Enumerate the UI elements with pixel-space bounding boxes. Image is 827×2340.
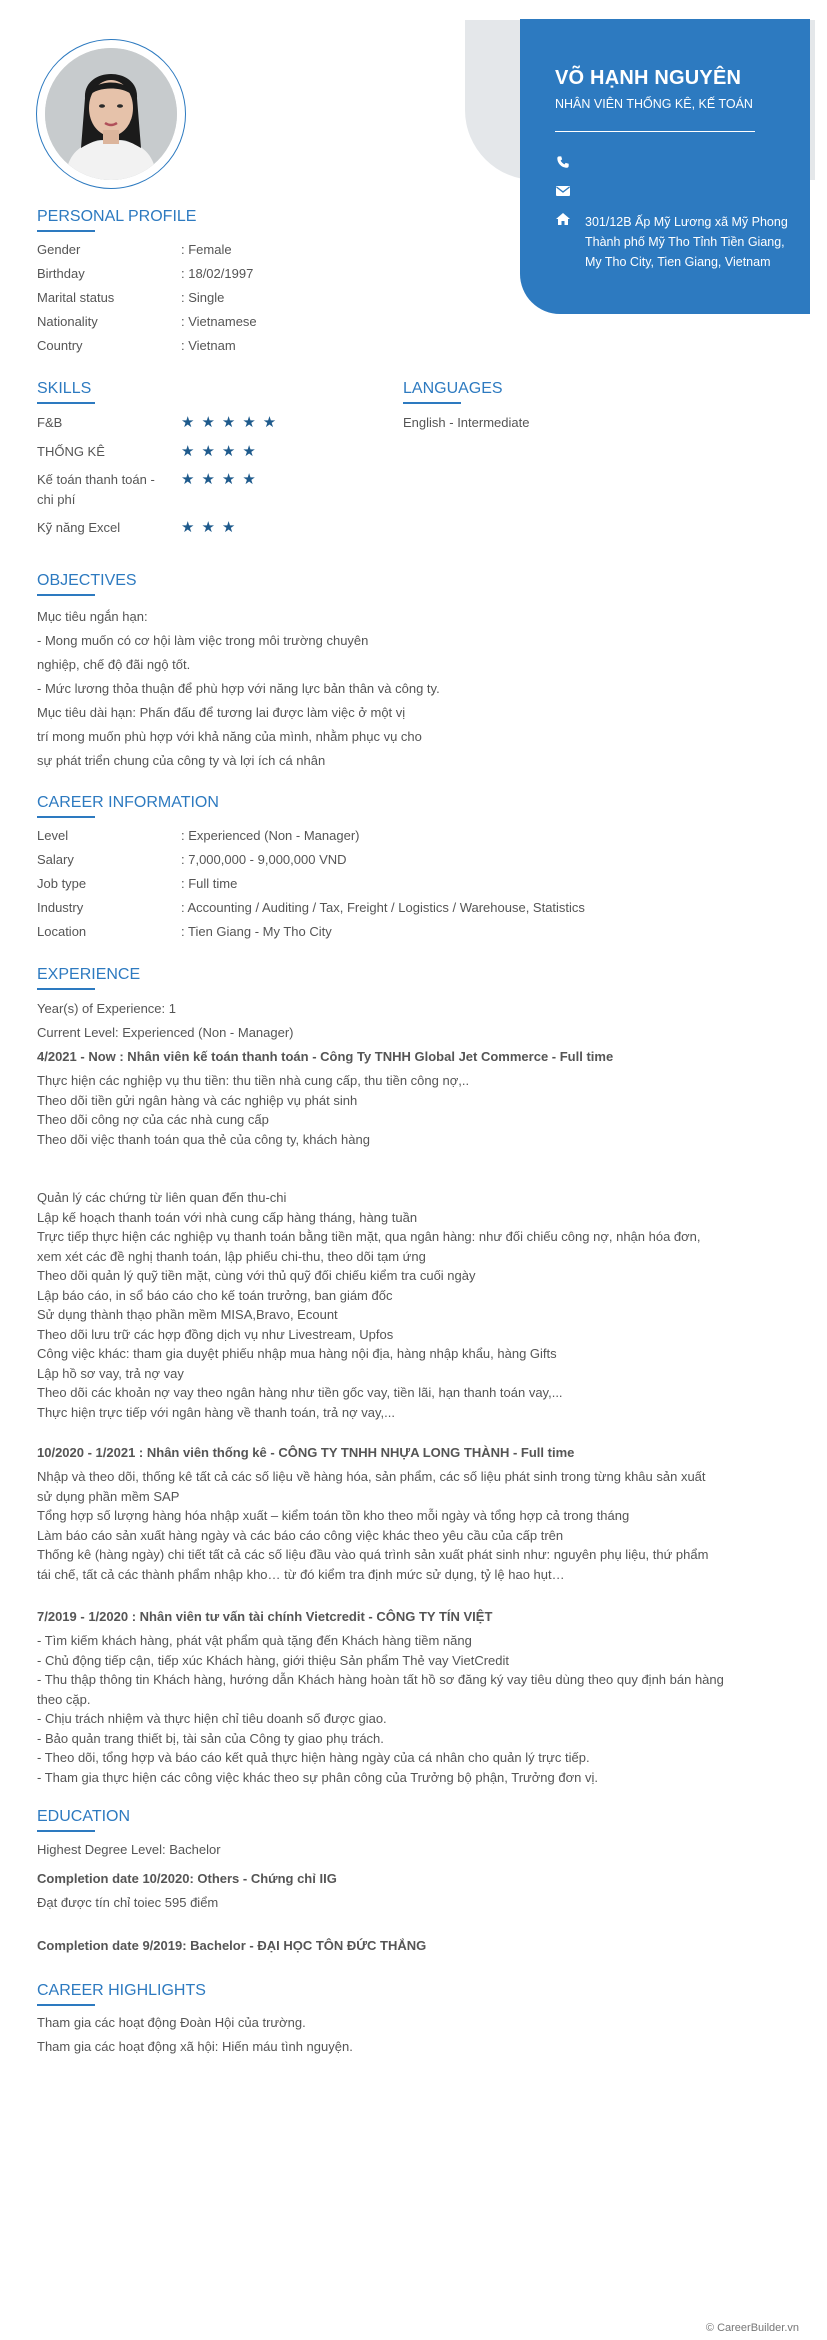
job-line: - Theo dõi, tổng hợp và báo cáo kết quả thực hiện hàng ngày của cá nhân cho quản lý trực tiếp. (37, 1750, 590, 1765)
highlight-line: Tham gia các hoạt động xã hội: Hiến máu tình nguyện. (37, 2039, 353, 2054)
languages-title: LANGUAGES (403, 380, 503, 397)
job-line: - Tìm kiếm khách hàng, phát vật phẩm quà tặng đến Khách hàng tiềm năng (37, 1633, 472, 1648)
job-line: Quản lý các chứng từ liên quan đến thu-chi (37, 1190, 287, 1205)
job-heading: 10/2020 - 1/2021 : Nhân viên thống kê - CÔNG TY TNHH NHỰA LONG THÀNH - Full time (37, 1445, 575, 1460)
job-line: - Bảo quản trang thiết bị, tài sản của Công ty giao phụ trách. (37, 1730, 384, 1746)
objectives-text (37, 605, 792, 773)
profile-label: Nationality (37, 314, 98, 329)
education-heading: Completion date 10/2020: Others - Chứng chỉ IIG (37, 1871, 337, 1886)
profile-value: : Single (181, 288, 224, 308)
job-line: theo cặp. (37, 1691, 91, 1707)
objective-line: sự phát triển chung của công ty và lợi ích cá nhân (37, 753, 326, 768)
language-item (403, 413, 703, 433)
profile-row-marital (37, 288, 797, 308)
home-icon (555, 212, 571, 226)
objectives-title: OBJECTIVES (37, 572, 137, 589)
address-text: 301/12B Ấp Mỹ Lương xã Mỹ Phong Thành phố Mỹ Tho Tỉnh Tiền Giang, My Tho City, Tien Giang, Vietnam (585, 215, 788, 269)
avatar-photo (45, 48, 177, 180)
skill-item (37, 518, 337, 538)
footer-credit: © CareerBuilder.vn (705, 2322, 799, 2334)
career-row-jobtype (37, 874, 797, 894)
objective-line: - Mong muốn có cơ hội làm việc trong môi trường chuyên (37, 633, 369, 648)
profile-value: : 18/02/1997 (181, 264, 253, 284)
job-line: Theo dõi tiền gửi ngân hàng và các nghiệp vụ phát sinh (37, 1092, 358, 1108)
job-description (37, 1071, 792, 1422)
objective-line: trí mong muốn phù hợp với khả năng của mình, nhằm phục vụ cho (37, 729, 422, 744)
job-line: xem xét các đề nghị thanh toán, lập phiếu chi-thu, theo dõi tạm ứng (37, 1248, 426, 1264)
career-label: Location (37, 924, 87, 939)
job-line: Theo dõi việc thanh toán qua thẻ của công ty, khách hàng (37, 1131, 370, 1147)
profile-row-nationality (37, 312, 797, 332)
skill-label: Kỹ năng Excel (37, 520, 121, 535)
job-line: tái chế, tất cả các thành phẩm nhập kho… từ đó kiểm tra định mức sử dụng, tỷ lệ hao hụt… (37, 1566, 565, 1582)
career-label: Salary (37, 852, 74, 867)
skill-stars: ★★★★ (181, 443, 263, 460)
job-line: Theo dõi lưu trữ các hợp đồng dịch vụ như Livestream, Upfos (37, 1326, 394, 1342)
objective-line: - Mức lương thỏa thuận để phù hợp với năng lực bản thân và công ty. (37, 681, 440, 696)
skill-stars: ★★★ (181, 519, 243, 536)
job-line (37, 1169, 792, 1189)
career-row-level (37, 826, 797, 846)
career-row-salary (37, 850, 797, 870)
card-divider (555, 131, 755, 132)
career-value: : Experienced (Non - Manager) (181, 826, 359, 846)
language-label: English - Intermediate (403, 415, 530, 430)
experience-title: EXPERIENCE (37, 966, 141, 983)
career-info-title: CAREER INFORMATION (37, 794, 219, 811)
candidate-job-title: NHÂN VIÊN THỐNG KÊ, KẾ TOÁN (555, 97, 753, 111)
personal-profile-title: PERSONAL PROFILE (37, 208, 197, 225)
objective-line: Mục tiêu dài hạn: Phấn đấu để tương lai được làm việc ở một vị (37, 705, 406, 720)
job-line: Công việc khác: tham gia duyệt phiếu nhập mua hàng nội địa, hàng nhập khẩu, hàng Gifts (37, 1346, 557, 1361)
skill-item (37, 442, 337, 462)
job-line: sử dụng phần mềm SAP (37, 1488, 180, 1504)
career-label: Industry (37, 900, 84, 915)
profile-value: : Vietnamese (181, 312, 257, 332)
experience-current-level: Current Level: Experienced (Non - Manager) (37, 1025, 294, 1040)
objective-line: Mục tiêu ngắn hạn: (37, 609, 148, 624)
profile-label: Gender (37, 242, 81, 257)
job-heading: 4/2021 - Now : Nhân viên kế toán thanh toán - Công Ty TNHH Global Jet Commerce - Full time (37, 1049, 614, 1064)
job-line: - Chủ động tiếp cận, tiếp xúc Khách hàng, giới thiệu Sản phẩm Thẻ vay VietCredit (37, 1652, 509, 1668)
career-value: : Accounting / Auditing / Tax, Freight / Logistics / Warehouse, Statistics (181, 898, 585, 918)
profile-row-birthday (37, 264, 797, 284)
experience-years: Year(s) of Experience: 1 (37, 1001, 176, 1016)
career-value: : 7,000,000 - 9,000,000 VND (181, 850, 347, 870)
profile-value: : Vietnam (181, 336, 236, 356)
job-line: Thực hiện trực tiếp với ngân hàng về thanh toán, trả nợ vay,... (37, 1404, 395, 1420)
skill-stars: ★★★★ (181, 471, 263, 488)
profile-value: : Female (181, 240, 232, 260)
job-line: Theo dõi các khoản nợ vay theo ngân hàng như tiền gốc vay, tiền lãi, hạn thanh toán vay,... (37, 1385, 563, 1400)
skill-label: THỐNG KÊ (37, 444, 105, 459)
candidate-name: VÕ HẠNH NGUYÊN (555, 67, 742, 89)
job-line: - Tham gia thực hiện các công việc khác theo sự phân công của Trưởng bộ phận, Trưởng đơn vị. (37, 1769, 598, 1785)
job-line: Sử dụng thành thạo phần mềm MISA,Bravo, Ecount (37, 1307, 338, 1322)
career-value: : Tien Giang - My Tho City (181, 922, 332, 942)
profile-label: Country (37, 338, 83, 353)
profile-row-gender (37, 240, 797, 260)
career-row-location (37, 922, 797, 942)
job-line: Tổng hợp số lượng hàng hóa nhập xuất – kiểm toán tồn kho theo mỗi ngày và tổng hợp cả trong tháng (37, 1508, 630, 1523)
job-heading: 7/2019 - 1/2020 : Nhân viên tư vấn tài chính Vietcredit - CÔNG TY TÍN VIỆT (37, 1609, 493, 1624)
skill-item (37, 470, 337, 510)
career-row-industry (37, 898, 797, 918)
job-line: Thực hiện các nghiệp vụ thu tiền: thu tiền nhà cung cấp, thu tiền công nợ,.. (37, 1073, 470, 1088)
job-line: - Chịu trách nhiệm và thực hiện chỉ tiêu doanh số được giao. (37, 1711, 387, 1726)
avatar (36, 39, 186, 189)
skill-stars: ★★★★★ (181, 414, 284, 431)
profile-label: Marital status (37, 290, 115, 305)
education-heading: Completion date 9/2019: Bachelor - ĐẠI HỌC TÔN ĐỨC THẮNG (37, 1938, 427, 1953)
job-line: - Thu thập thông tin Khách hàng, hướng dẫn Khách hàng hoàn tất hồ sơ đăng ký vay tiêu dùng theo quy định bán hàng (37, 1672, 724, 1687)
career-label: Level (37, 828, 69, 843)
job-description (37, 1467, 792, 1584)
skill-label: F&B (37, 415, 63, 430)
job-line: Lập hồ sơ vay, trả nợ vay (37, 1365, 184, 1381)
skill-item (37, 413, 337, 433)
career-value: : Full time (181, 874, 237, 894)
objective-line: nghiệp, chế độ đãi ngộ tốt. (37, 657, 191, 672)
phone-icon (555, 155, 571, 169)
job-description (37, 1631, 792, 1787)
job-line: Làm báo cáo sản xuất hàng ngày và các báo cáo công việc khác theo yêu cầu của cấp trên (37, 1527, 564, 1543)
profile-label: Birthday (37, 266, 85, 281)
job-line: Lập báo cáo, in sổ báo cáo cho kế toán trưởng, ban giám đốc (37, 1287, 393, 1303)
job-line (37, 1149, 792, 1169)
education-title: EDUCATION (37, 1808, 131, 1825)
skill-label: Kế toán thanh toán - chi phí (37, 472, 155, 507)
job-line: Lập kế hoạch thanh toán với nhà cung cấp hàng tháng, hàng tuần (37, 1209, 418, 1225)
career-label: Job type (37, 876, 87, 891)
education-highest-degree: Highest Degree Level: Bachelor (37, 1842, 221, 1857)
skills-title: SKILLS (37, 380, 92, 397)
envelope-icon (555, 184, 571, 198)
highlight-line: Tham gia các hoạt động Đoàn Hội của trường. (37, 2015, 306, 2030)
profile-row-country (37, 336, 797, 356)
job-line: Theo dõi quản lý quỹ tiền mặt, cùng với thủ quỹ đối chiếu kiểm tra cuối ngày (37, 1268, 476, 1283)
job-line: Theo dõi công nợ của các nhà cung cấp (37, 1112, 269, 1127)
education-note: Đạt được tín chỉ toiec 595 điểm (37, 1895, 219, 1910)
job-line: Nhập và theo dõi, thống kê tất cả các số liệu về hàng hóa, sản phẩm, các số liệu phát sinh trong từng khâu sản xuất (37, 1469, 706, 1484)
job-line: Thống kê (hàng ngày) chi tiết tất cả các số liệu đầu vào quá trình sản xuất phát sinh như: nguyên phụ liệu, thứ phẩm (37, 1547, 709, 1562)
job-line: Trực tiếp thực hiện các nghiệp vụ thanh toán bằng tiền mặt, qua ngân hàng: như đối chiếu công nợ, nhận hóa đơn, (37, 1229, 701, 1244)
career-highlights-title: CAREER HIGHLIGHTS (37, 1982, 206, 1999)
